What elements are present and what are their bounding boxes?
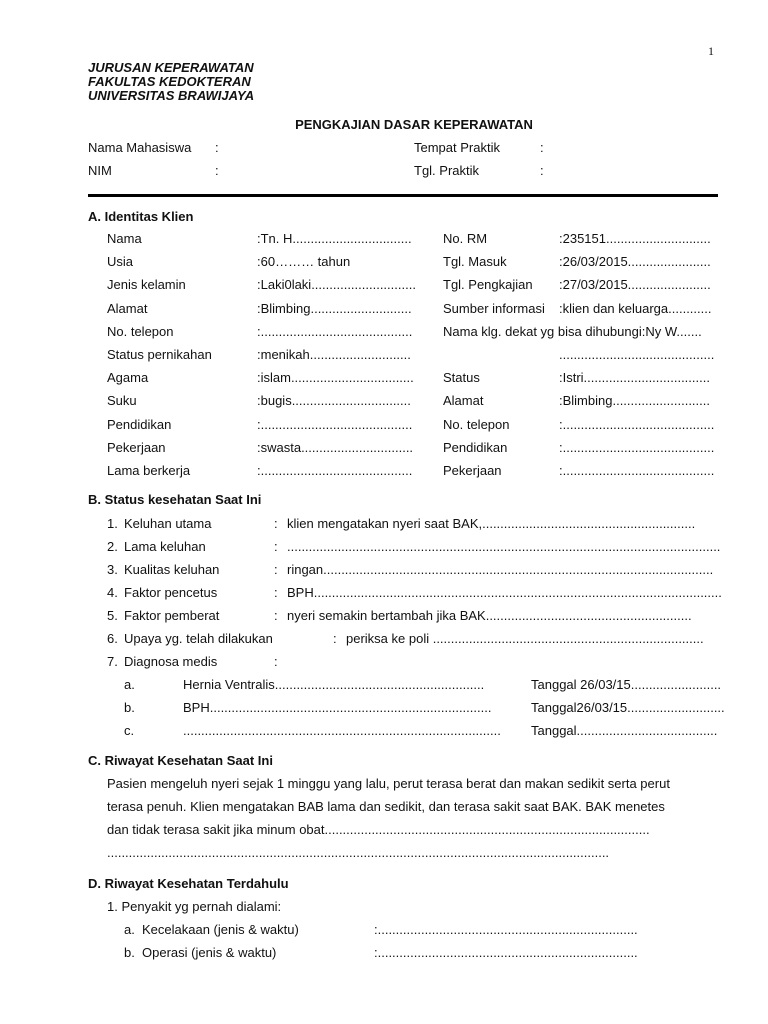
item-label: Lama keluhan xyxy=(124,539,206,554)
diagnosis-name: ........................................................................................ xyxy=(183,723,501,738)
identity-label: Usia xyxy=(107,254,134,270)
item-label: Keluhan utama xyxy=(124,516,212,531)
identity-value: :Istri................................... xyxy=(559,370,710,386)
field-label-nama-mahasiswa: Nama Mahasiswa xyxy=(88,140,192,155)
diagnosis-date: Tanggal 26/03/15......................... xyxy=(531,677,722,692)
identity-value: :Blimbing........................... xyxy=(559,393,710,409)
identity-value: :26/03/2015....................... xyxy=(559,254,711,270)
diagnosis-date: Tanggal....................................... xyxy=(531,723,718,738)
section-a-title: A. Identitas Klien xyxy=(88,209,194,224)
identity-value: :menikah............................ xyxy=(257,347,411,362)
identity-label: Status pernikahan xyxy=(107,347,212,362)
subitem-label-operasi: Operasi (jenis & waktu) xyxy=(142,945,277,960)
field-colon: : xyxy=(540,163,544,178)
diagnosis-name: Hernia Ventralis.......................................................... xyxy=(183,677,485,692)
item-colon: : xyxy=(274,562,278,577)
identity-label: Jenis kelamin xyxy=(107,277,186,293)
identity-label: Nama xyxy=(107,231,142,246)
item-number: 4. xyxy=(107,585,118,600)
diagnosis-letter: c. xyxy=(124,723,135,738)
item-number: 5. xyxy=(107,608,118,623)
item-colon: : xyxy=(333,631,337,646)
institution-line-3: UNIVERSITAS BRAWIJAYA xyxy=(88,88,255,103)
identity-label: Tgl. Masuk xyxy=(443,254,507,270)
paragraph-line: ........................................................................................................................................... xyxy=(107,845,610,860)
section-d-title: D. Riwayat Kesehatan Terdahulu xyxy=(88,876,289,891)
identity-value: :Laki0laki............................. xyxy=(257,277,416,293)
item-colon: : xyxy=(274,608,278,623)
diagnosis-letter: b. xyxy=(124,700,135,715)
item-label: Kualitas keluhan xyxy=(124,562,220,577)
identity-value: :.......................................... xyxy=(257,416,413,432)
identity-label: No. RM xyxy=(443,231,488,246)
identity-label: Status xyxy=(443,370,480,386)
identity-label: Lama berkerja xyxy=(107,463,191,478)
identity-value: :islam.................................. xyxy=(257,370,414,386)
identity-label: No. telepon xyxy=(443,416,510,432)
item-number: 1. xyxy=(107,516,118,531)
item-number: 2. xyxy=(107,539,118,554)
identity-label: Pekerjaan xyxy=(443,463,502,478)
identity-value: :Tn. H................................. xyxy=(257,231,412,246)
diagnosis-date: Tanggal26/03/15........................... xyxy=(531,700,725,715)
item-value-upaya: periksa ke poli ........................................................................... xyxy=(346,631,704,646)
identity-label: Pendidikan xyxy=(107,416,172,432)
item-colon: : xyxy=(274,654,278,669)
item-number: 7. xyxy=(107,654,118,669)
identity-label: No. telepon xyxy=(107,323,174,339)
item-number: 3. xyxy=(107,562,118,577)
subitem-letter: b. xyxy=(124,945,135,960)
diagnosis-letter: a. xyxy=(124,677,135,692)
identity-label: Tgl. Pengkajian xyxy=(443,277,533,293)
item-value: klien mengatakan nyeri saat BAK,........................................................... xyxy=(287,516,696,531)
section-c-title: C. Riwayat Kesehatan Saat Ini xyxy=(88,753,273,768)
item-value: ringan............................................................................................................ xyxy=(287,562,714,577)
institution-line-2: FAKULTAS KEDOKTERAN xyxy=(88,74,251,89)
item-colon: : xyxy=(274,516,278,531)
section-c-paragraph xyxy=(107,772,727,864)
identity-value: :.......................................... xyxy=(257,323,413,339)
field-label-nim: NIM xyxy=(88,163,112,178)
identity-value: :Blimbing............................ xyxy=(257,300,412,316)
field-colon: : xyxy=(215,163,219,178)
identity-label: Sumber informasi xyxy=(443,300,545,316)
identity-label: Alamat xyxy=(443,393,484,409)
identity-label: Alamat xyxy=(107,300,148,316)
institution-line-1: JURUSAN KEPERAWATAN xyxy=(88,60,254,75)
identity-value: :60……… tahun xyxy=(257,254,351,270)
item-value: nyeri semakin bertambah jika BAK......................................................... xyxy=(287,608,692,623)
identity-label: Nama klg. dekat yg bisa dihubungi:Ny W....... xyxy=(443,323,702,339)
paragraph-line: terasa penuh. Klien mengatakan BAB lama dan sedikit, dan terasa sakit saat BAK. BAK menetes xyxy=(107,799,665,814)
identity-value: :swasta............................... xyxy=(257,439,414,455)
divider-rule xyxy=(88,194,718,197)
field-colon: : xyxy=(215,140,219,155)
subitem-label-kecelakaan: Kecelakaan (jenis & waktu) xyxy=(142,922,299,937)
field-label-tempat-praktik: Tempat Praktik xyxy=(414,140,500,155)
item-value: BPH................................................................................................................. xyxy=(287,585,722,600)
paragraph-line: Pasien mengeluh nyeri sejak 1 minggu yang lalu, perut terasa berat dan makan sedikit serta perut xyxy=(107,776,670,791)
identity-value: :.......................................... xyxy=(559,439,715,455)
identity-value: :.......................................... xyxy=(559,463,715,478)
identity-label: Pekerjaan xyxy=(107,439,166,455)
subitem-value-kecelakaan: :........................................................................ xyxy=(374,922,638,937)
identity-label: Agama xyxy=(107,370,149,386)
paragraph-line: dan tidak terasa sakit jika minum obat.......................................................................................... xyxy=(107,822,650,837)
subitem-letter: a. xyxy=(124,922,135,937)
item-label: Faktor pemberat xyxy=(124,608,220,623)
item-number: 6. xyxy=(107,631,118,646)
document-title: PENGKAJIAN DASAR KEPERAWATAN xyxy=(295,117,533,132)
item-value: ........................................................................................................................ xyxy=(287,539,721,554)
item-label-diagnosa: Diagnosa medis xyxy=(124,654,218,669)
diagnosis-name: BPH.............................................................................. xyxy=(183,700,492,715)
item-colon: : xyxy=(274,585,278,600)
identity-value: :klien dan keluarga............ xyxy=(559,300,712,316)
identity-value: :bugis................................. xyxy=(257,393,411,409)
field-colon: : xyxy=(540,140,544,155)
subitem-value-operasi: :........................................................................ xyxy=(374,945,638,960)
identity-value: :.......................................... xyxy=(559,416,715,432)
item-colon: : xyxy=(274,539,278,554)
item-label-upaya: Upaya yg. telah dilakukan xyxy=(124,631,273,646)
section-b-title: B. Status kesehatan Saat Ini xyxy=(88,492,262,507)
section-d-item-1: 1. Penyakit yg pernah dialami: xyxy=(107,899,282,914)
identity-value: :27/03/2015....................... xyxy=(559,277,711,293)
page-number: 1 xyxy=(708,44,714,58)
item-label: Faktor pencetus xyxy=(124,585,218,600)
identity-label: Suku xyxy=(107,393,137,409)
identity-label: Pendidikan xyxy=(443,439,508,455)
identity-value: :.......................................... xyxy=(257,463,413,478)
field-label-tgl-praktik: Tgl. Praktik xyxy=(414,163,480,178)
identity-value: :235151............................. xyxy=(559,231,711,246)
identity-value: ........................................... xyxy=(559,347,715,362)
